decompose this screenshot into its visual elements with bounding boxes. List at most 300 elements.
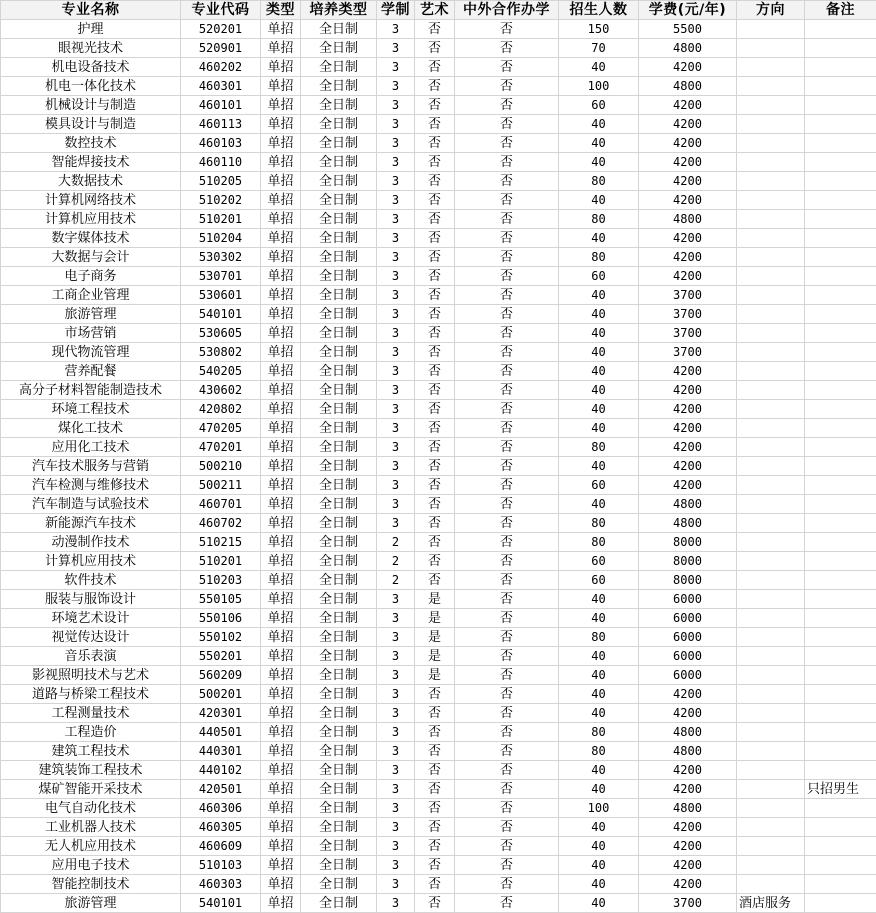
cell-remarks <box>805 305 876 324</box>
cell-duration: 3 <box>377 628 415 647</box>
table-row <box>1 438 876 457</box>
cell-training-type: 全日制 <box>301 77 377 96</box>
cell-direction <box>737 96 805 115</box>
table-row <box>1 20 876 39</box>
cell-training-type: 全日制 <box>301 856 377 875</box>
cell-enrollment: 40 <box>559 362 639 381</box>
cell-duration: 3 <box>377 153 415 172</box>
table-row <box>1 495 876 514</box>
cell-training-type: 全日制 <box>301 343 377 362</box>
cell-remarks <box>805 704 876 723</box>
cell-direction <box>737 495 805 514</box>
cell-joint-program: 否 <box>455 818 559 837</box>
table-row <box>1 647 876 666</box>
table-row <box>1 419 876 438</box>
cell-tuition: 8000 <box>639 533 737 552</box>
cell-direction <box>737 39 805 58</box>
cell-remarks <box>805 381 876 400</box>
header-tuition: 学费(元/年) <box>639 1 737 20</box>
cell-tuition: 4200 <box>639 362 737 381</box>
cell-major-name: 智能控制技术 <box>1 875 181 894</box>
header-row <box>1 1 876 20</box>
cell-major-name: 应用电子技术 <box>1 856 181 875</box>
cell-enrollment: 80 <box>559 742 639 761</box>
cell-type: 单招 <box>261 153 301 172</box>
cell-major-code: 530701 <box>181 267 261 286</box>
cell-tuition: 4200 <box>639 96 737 115</box>
cell-enrollment: 60 <box>559 571 639 590</box>
cell-type: 单招 <box>261 875 301 894</box>
cell-joint-program: 否 <box>455 267 559 286</box>
cell-joint-program: 否 <box>455 457 559 476</box>
cell-duration: 3 <box>377 647 415 666</box>
cell-tuition: 4800 <box>639 514 737 533</box>
cell-duration: 3 <box>377 267 415 286</box>
table-row <box>1 780 876 799</box>
cell-art: 否 <box>415 400 455 419</box>
cell-training-type: 全日制 <box>301 115 377 134</box>
cell-major-code: 510215 <box>181 533 261 552</box>
cell-major-name: 视觉传达设计 <box>1 628 181 647</box>
cell-major-code: 560209 <box>181 666 261 685</box>
cell-training-type: 全日制 <box>301 362 377 381</box>
cell-duration: 3 <box>377 856 415 875</box>
cell-major-name: 新能源汽车技术 <box>1 514 181 533</box>
header-enrollment: 招生人数 <box>559 1 639 20</box>
cell-direction <box>737 590 805 609</box>
cell-major-code: 510201 <box>181 210 261 229</box>
cell-remarks <box>805 39 876 58</box>
header-type: 类型 <box>261 1 301 20</box>
cell-joint-program: 否 <box>455 894 559 913</box>
cell-tuition: 4200 <box>639 134 737 153</box>
cell-direction <box>737 419 805 438</box>
cell-major-name: 数字媒体技术 <box>1 229 181 248</box>
cell-tuition: 4200 <box>639 856 737 875</box>
cell-duration: 3 <box>377 77 415 96</box>
cell-direction <box>737 457 805 476</box>
cell-direction <box>737 362 805 381</box>
cell-major-name: 汽车检测与维修技术 <box>1 476 181 495</box>
table-row <box>1 115 876 134</box>
cell-duration: 3 <box>377 191 415 210</box>
cell-enrollment: 40 <box>559 780 639 799</box>
cell-remarks <box>805 229 876 248</box>
cell-duration: 3 <box>377 761 415 780</box>
cell-remarks <box>805 685 876 704</box>
cell-type: 单招 <box>261 115 301 134</box>
cell-major-name: 智能焊接技术 <box>1 153 181 172</box>
table-row <box>1 229 876 248</box>
cell-enrollment: 100 <box>559 799 639 818</box>
cell-joint-program: 否 <box>455 647 559 666</box>
cell-training-type: 全日制 <box>301 134 377 153</box>
cell-major-name: 工程造价 <box>1 723 181 742</box>
cell-joint-program: 否 <box>455 229 559 248</box>
cell-duration: 3 <box>377 39 415 58</box>
cell-duration: 3 <box>377 742 415 761</box>
cell-duration: 3 <box>377 780 415 799</box>
cell-remarks <box>805 343 876 362</box>
cell-type: 单招 <box>261 571 301 590</box>
cell-tuition: 4200 <box>639 267 737 286</box>
cell-major-code: 460202 <box>181 58 261 77</box>
cell-type: 单招 <box>261 286 301 305</box>
header-joint-program: 中外合作办学 <box>455 1 559 20</box>
cell-major-code: 520901 <box>181 39 261 58</box>
cell-major-code: 510201 <box>181 552 261 571</box>
cell-direction <box>737 58 805 77</box>
cell-training-type: 全日制 <box>301 153 377 172</box>
cell-type: 单招 <box>261 172 301 191</box>
cell-enrollment: 40 <box>559 685 639 704</box>
table-row <box>1 476 876 495</box>
cell-joint-program: 否 <box>455 20 559 39</box>
cell-major-name: 建筑装饰工程技术 <box>1 761 181 780</box>
table-row <box>1 628 876 647</box>
cell-art: 否 <box>415 58 455 77</box>
cell-art: 否 <box>415 856 455 875</box>
cell-direction: 酒店服务 <box>737 894 805 913</box>
cell-remarks <box>805 875 876 894</box>
cell-art: 否 <box>415 476 455 495</box>
cell-training-type: 全日制 <box>301 324 377 343</box>
cell-type: 单招 <box>261 134 301 153</box>
cell-tuition: 4200 <box>639 457 737 476</box>
cell-training-type: 全日制 <box>301 210 377 229</box>
table-row <box>1 191 876 210</box>
cell-training-type: 全日制 <box>301 514 377 533</box>
cell-major-name: 大数据技术 <box>1 172 181 191</box>
cell-duration: 3 <box>377 723 415 742</box>
cell-joint-program: 否 <box>455 685 559 704</box>
cell-direction <box>737 172 805 191</box>
cell-major-name: 影视照明技术与艺术 <box>1 666 181 685</box>
table-row <box>1 590 876 609</box>
cell-duration: 3 <box>377 324 415 343</box>
cell-major-code: 540205 <box>181 362 261 381</box>
cell-joint-program: 否 <box>455 419 559 438</box>
cell-training-type: 全日制 <box>301 248 377 267</box>
cell-joint-program: 否 <box>455 723 559 742</box>
cell-duration: 3 <box>377 894 415 913</box>
cell-major-code: 550105 <box>181 590 261 609</box>
cell-major-code: 460113 <box>181 115 261 134</box>
cell-art: 否 <box>415 191 455 210</box>
cell-tuition: 4800 <box>639 495 737 514</box>
cell-art: 否 <box>415 742 455 761</box>
cell-type: 单招 <box>261 58 301 77</box>
cell-enrollment: 40 <box>559 837 639 856</box>
cell-tuition: 3700 <box>639 894 737 913</box>
cell-type: 单招 <box>261 381 301 400</box>
cell-joint-program: 否 <box>455 495 559 514</box>
cell-major-code: 460701 <box>181 495 261 514</box>
cell-major-code: 520201 <box>181 20 261 39</box>
cell-joint-program: 否 <box>455 438 559 457</box>
cell-direction <box>737 476 805 495</box>
cell-remarks <box>805 286 876 305</box>
header-major-code: 专业代码 <box>181 1 261 20</box>
cell-type: 单招 <box>261 362 301 381</box>
cell-direction <box>737 324 805 343</box>
cell-major-code: 510204 <box>181 229 261 248</box>
cell-major-name: 计算机应用技术 <box>1 552 181 571</box>
cell-enrollment: 150 <box>559 20 639 39</box>
cell-enrollment: 40 <box>559 666 639 685</box>
cell-remarks <box>805 818 876 837</box>
cell-training-type: 全日制 <box>301 476 377 495</box>
cell-type: 单招 <box>261 457 301 476</box>
cell-duration: 3 <box>377 134 415 153</box>
cell-major-code: 550201 <box>181 647 261 666</box>
table-row <box>1 96 876 115</box>
cell-duration: 3 <box>377 248 415 267</box>
cell-duration: 3 <box>377 799 415 818</box>
cell-type: 单招 <box>261 39 301 58</box>
table-row <box>1 875 876 894</box>
cell-enrollment: 100 <box>559 77 639 96</box>
cell-direction <box>737 229 805 248</box>
cell-major-code: 460609 <box>181 837 261 856</box>
cell-tuition: 8000 <box>639 552 737 571</box>
cell-training-type: 全日制 <box>301 286 377 305</box>
cell-tuition: 4200 <box>639 837 737 856</box>
table-row <box>1 153 876 172</box>
cell-joint-program: 否 <box>455 780 559 799</box>
cell-art: 否 <box>415 229 455 248</box>
cell-direction <box>737 286 805 305</box>
table-row <box>1 856 876 875</box>
cell-major-name: 计算机应用技术 <box>1 210 181 229</box>
cell-enrollment: 40 <box>559 286 639 305</box>
cell-type: 单招 <box>261 438 301 457</box>
cell-training-type: 全日制 <box>301 647 377 666</box>
table-row <box>1 761 876 780</box>
cell-type: 单招 <box>261 894 301 913</box>
cell-duration: 3 <box>377 875 415 894</box>
cell-training-type: 全日制 <box>301 894 377 913</box>
cell-training-type: 全日制 <box>301 533 377 552</box>
cell-type: 单招 <box>261 609 301 628</box>
cell-major-code: 470201 <box>181 438 261 457</box>
cell-training-type: 全日制 <box>301 704 377 723</box>
cell-direction <box>737 571 805 590</box>
cell-enrollment: 80 <box>559 723 639 742</box>
cell-type: 单招 <box>261 514 301 533</box>
cell-type: 单招 <box>261 305 301 324</box>
cell-art: 否 <box>415 77 455 96</box>
cell-direction <box>737 799 805 818</box>
cell-training-type: 全日制 <box>301 666 377 685</box>
cell-major-name: 旅游管理 <box>1 305 181 324</box>
cell-art: 否 <box>415 343 455 362</box>
cell-type: 单招 <box>261 761 301 780</box>
cell-art: 否 <box>415 704 455 723</box>
cell-remarks <box>805 457 876 476</box>
cell-type: 单招 <box>261 400 301 419</box>
cell-type: 单招 <box>261 324 301 343</box>
cell-direction <box>737 381 805 400</box>
cell-art: 是 <box>415 609 455 628</box>
cell-tuition: 4800 <box>639 799 737 818</box>
cell-major-name: 计算机网络技术 <box>1 191 181 210</box>
cell-training-type: 全日制 <box>301 229 377 248</box>
cell-tuition: 3700 <box>639 286 737 305</box>
cell-major-code: 440102 <box>181 761 261 780</box>
cell-duration: 3 <box>377 58 415 77</box>
cell-major-code: 440501 <box>181 723 261 742</box>
cell-type: 单招 <box>261 552 301 571</box>
table-row <box>1 552 876 571</box>
cell-art: 否 <box>415 571 455 590</box>
table-row <box>1 799 876 818</box>
cell-enrollment: 40 <box>559 400 639 419</box>
cell-direction <box>737 552 805 571</box>
cell-type: 单招 <box>261 267 301 286</box>
table-row <box>1 58 876 77</box>
cell-training-type: 全日制 <box>301 628 377 647</box>
cell-major-code: 500201 <box>181 685 261 704</box>
cell-art: 否 <box>415 362 455 381</box>
cell-major-name: 大数据与会计 <box>1 248 181 267</box>
cell-major-code: 530605 <box>181 324 261 343</box>
cell-joint-program: 否 <box>455 704 559 723</box>
cell-remarks <box>805 134 876 153</box>
cell-training-type: 全日制 <box>301 761 377 780</box>
cell-joint-program: 否 <box>455 476 559 495</box>
cell-tuition: 4200 <box>639 115 737 134</box>
cell-training-type: 全日制 <box>301 96 377 115</box>
cell-type: 单招 <box>261 856 301 875</box>
cell-type: 单招 <box>261 590 301 609</box>
cell-remarks <box>805 628 876 647</box>
cell-major-name: 高分子材料智能制造技术 <box>1 381 181 400</box>
cell-tuition: 4200 <box>639 248 737 267</box>
cell-enrollment: 40 <box>559 609 639 628</box>
cell-enrollment: 40 <box>559 457 639 476</box>
cell-art: 否 <box>415 761 455 780</box>
cell-type: 单招 <box>261 343 301 362</box>
cell-remarks <box>805 96 876 115</box>
cell-direction <box>737 533 805 552</box>
cell-art: 否 <box>415 305 455 324</box>
cell-direction <box>737 609 805 628</box>
cell-art: 否 <box>415 799 455 818</box>
cell-type: 单招 <box>261 229 301 248</box>
cell-duration: 3 <box>377 343 415 362</box>
table-row <box>1 609 876 628</box>
cell-duration: 3 <box>377 457 415 476</box>
cell-type: 单招 <box>261 77 301 96</box>
header-training-type: 培养类型 <box>301 1 377 20</box>
cell-duration: 2 <box>377 552 415 571</box>
cell-art: 否 <box>415 20 455 39</box>
cell-enrollment: 80 <box>559 533 639 552</box>
cell-art: 否 <box>415 818 455 837</box>
cell-training-type: 全日制 <box>301 457 377 476</box>
cell-major-name: 环境艺术设计 <box>1 609 181 628</box>
table-row <box>1 571 876 590</box>
cell-remarks <box>805 324 876 343</box>
cell-art: 否 <box>415 39 455 58</box>
cell-joint-program: 否 <box>455 552 559 571</box>
cell-enrollment: 80 <box>559 514 639 533</box>
cell-duration: 3 <box>377 115 415 134</box>
table-row <box>1 514 876 533</box>
cell-remarks <box>805 400 876 419</box>
cell-major-name: 音乐表演 <box>1 647 181 666</box>
cell-major-name: 软件技术 <box>1 571 181 590</box>
cell-remarks <box>805 799 876 818</box>
cell-major-name: 动漫制作技术 <box>1 533 181 552</box>
table-row <box>1 172 876 191</box>
cell-remarks <box>805 495 876 514</box>
cell-direction <box>737 514 805 533</box>
cell-remarks <box>805 58 876 77</box>
cell-duration: 3 <box>377 286 415 305</box>
cell-remarks <box>805 77 876 96</box>
cell-tuition: 4200 <box>639 761 737 780</box>
cell-enrollment: 40 <box>559 115 639 134</box>
cell-duration: 3 <box>377 172 415 191</box>
cell-major-code: 510103 <box>181 856 261 875</box>
cell-enrollment: 40 <box>559 495 639 514</box>
cell-major-code: 470205 <box>181 419 261 438</box>
cell-duration: 3 <box>377 818 415 837</box>
cell-enrollment: 60 <box>559 267 639 286</box>
cell-type: 单招 <box>261 723 301 742</box>
cell-art: 否 <box>415 248 455 267</box>
cell-tuition: 8000 <box>639 571 737 590</box>
cell-art: 否 <box>415 875 455 894</box>
cell-joint-program: 否 <box>455 77 559 96</box>
header-art: 艺术 <box>415 1 455 20</box>
cell-enrollment: 40 <box>559 704 639 723</box>
cell-art: 否 <box>415 419 455 438</box>
cell-duration: 3 <box>377 20 415 39</box>
cell-tuition: 4800 <box>639 210 737 229</box>
cell-duration: 3 <box>377 514 415 533</box>
cell-art: 否 <box>415 685 455 704</box>
cell-major-name: 机电设备技术 <box>1 58 181 77</box>
cell-remarks <box>805 609 876 628</box>
cell-enrollment: 60 <box>559 96 639 115</box>
cell-duration: 3 <box>377 210 415 229</box>
cell-direction <box>737 20 805 39</box>
cell-art: 是 <box>415 647 455 666</box>
cell-tuition: 4200 <box>639 58 737 77</box>
cell-joint-program: 否 <box>455 191 559 210</box>
cell-tuition: 4800 <box>639 723 737 742</box>
cell-tuition: 4200 <box>639 476 737 495</box>
cell-art: 否 <box>415 153 455 172</box>
cell-major-code: 550106 <box>181 609 261 628</box>
cell-remarks <box>805 590 876 609</box>
cell-direction <box>737 742 805 761</box>
cell-duration: 3 <box>377 400 415 419</box>
cell-remarks <box>805 571 876 590</box>
table-row <box>1 286 876 305</box>
cell-major-name: 现代物流管理 <box>1 343 181 362</box>
cell-enrollment: 80 <box>559 628 639 647</box>
cell-major-name: 眼视光技术 <box>1 39 181 58</box>
cell-training-type: 全日制 <box>301 742 377 761</box>
cell-major-name: 汽车技术服务与营销 <box>1 457 181 476</box>
cell-major-name: 工业机器人技术 <box>1 818 181 837</box>
cell-training-type: 全日制 <box>301 780 377 799</box>
cell-duration: 3 <box>377 438 415 457</box>
